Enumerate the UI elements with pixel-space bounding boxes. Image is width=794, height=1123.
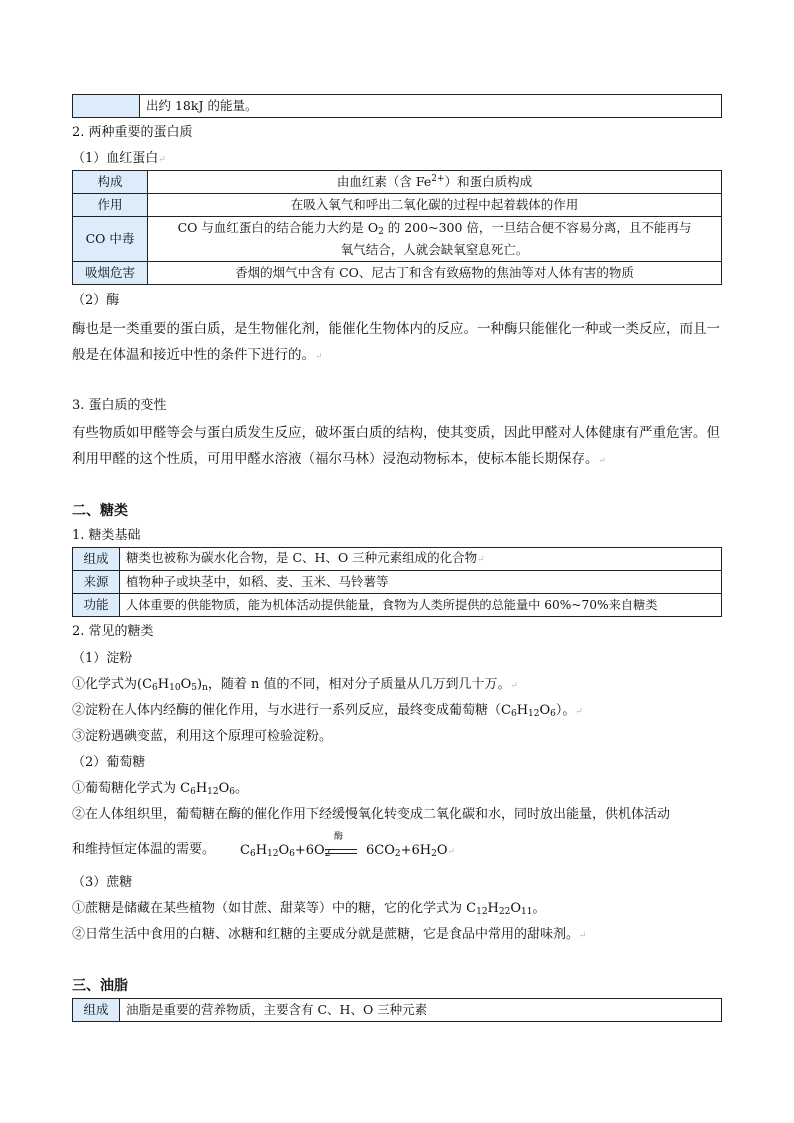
table-row [73, 571, 722, 594]
text: ①蔗糖是储藏在某些植物（如甘蔗、甜菜等）中的糖，它的化学式为 C [72, 901, 477, 916]
sucrose-formula-line [72, 900, 545, 918]
sucrose-usage-line [72, 926, 587, 945]
starch-iodine-line: ③淀粉遇碘变蓝，利用这个原理可检验淀粉。 [72, 729, 333, 744]
table-row [73, 999, 722, 1022]
subscript: 10 [169, 683, 181, 693]
cell-text: CO 与血红蛋白的结合能力大约是 O [177, 220, 379, 235]
table-row [73, 262, 722, 285]
table-key-cell: 构成 [73, 171, 148, 194]
equation-left [240, 843, 330, 858]
text: 。 [235, 781, 249, 796]
paragraph-mark-icon: ↵ [158, 155, 166, 165]
subsection-title: （3）蔗糖 [72, 875, 133, 890]
paragraph-text: 酶也是一类重要的蛋白质，是生物催化剂，能催化生物体内的反应。一种酶只能催化一种或一类反应，而且一般是在体温和接近中性的条件下进行的。 [72, 321, 720, 363]
text: H [487, 901, 499, 916]
subsection-title: （1）淀粉 [72, 651, 133, 666]
table-value-cell: 香烟的烟气中含有 CO、尼古丁和含有致癌物的焦油等对人体有害的物质 [148, 262, 722, 285]
subsection-title: （2）葡萄糖 [72, 755, 146, 770]
text: H [516, 703, 529, 718]
section-title: 2. 常见的糖类 [72, 624, 154, 639]
text: 6CO [366, 843, 395, 858]
text: +6H [400, 843, 432, 858]
table-row [73, 95, 722, 118]
text: 。 [532, 901, 546, 916]
table-key-cell: 作用 [73, 194, 148, 217]
paragraph-mark-icon: ↵ [579, 931, 587, 941]
subscript: 2 [394, 849, 401, 859]
section-title: 2. 两种重要的蛋白质 [72, 125, 193, 140]
table-row [73, 594, 722, 617]
paragraph-mark-icon: ↵ [598, 456, 607, 466]
text: O [278, 843, 290, 858]
table-value-cell: 油脂是重要的营养物质，主要含有 C、H、O 三种元素 [120, 999, 722, 1022]
equation-condition: 酶 [334, 832, 344, 842]
subsection-title: （2）酶 [72, 293, 120, 308]
equation-bar [325, 853, 357, 854]
cell-text: 的 200~300 倍，一旦结合便不容易分离，且不能再与 [383, 220, 692, 235]
cell-text: 糖类也被称为碳水化合物，是 C、H、O 三种元素组成的化合物 [126, 550, 478, 565]
text: H [195, 781, 208, 796]
table-key-cell: 组成 [73, 999, 120, 1022]
glucose-oxidation-line: 和维持恒定体温的需要。 [72, 842, 216, 857]
cell-text: 氧气结合，人就会缺氧窒息死亡。 [340, 242, 529, 257]
glucose-formula-line [72, 780, 248, 798]
subscript: 6 [289, 849, 295, 859]
section-title: 3. 蛋白质的变性 [72, 398, 167, 413]
subscript: 6 [510, 709, 517, 719]
subscript: 5 [191, 683, 197, 693]
equation-bar [325, 849, 357, 850]
sugar-basics-table [72, 547, 722, 617]
paragraph [72, 316, 727, 370]
section-title: 1. 糖类基础 [72, 528, 141, 543]
table-key-cell: CO 中毒 [73, 217, 148, 262]
text: ，随着 n 值的不同，相对分子质量从几万到几十万。 [207, 677, 511, 692]
table-row [73, 194, 722, 217]
superscript: 2+ [431, 174, 445, 184]
text: O [218, 781, 230, 796]
starch-digestion-line [72, 702, 583, 721]
subscript: 12 [476, 907, 488, 917]
subsection-title-text: （1）血红蛋白 [72, 151, 159, 166]
text: ) [196, 677, 203, 692]
text: O [436, 843, 448, 858]
table-value-cell: 植物种子或块茎中，如稻、麦、玉米、马铃薯等 [120, 571, 722, 594]
table-value-cell [148, 171, 722, 194]
text: ①葡萄糖化学式为 C [72, 781, 191, 796]
fat-table [72, 998, 722, 1022]
table-value-cell [120, 548, 722, 571]
table-value-cell: 人体重要的供能物质，能为机体活动提供能量，食物为人类所提供的总能量中 60%~70%来自糖类 [120, 594, 722, 617]
text: H [157, 677, 170, 692]
paragraph-mark-icon: ↵ [510, 681, 519, 691]
starch-formula-line [72, 676, 518, 695]
paragraph-mark-icon: ↵ [447, 847, 456, 857]
table-row [73, 548, 722, 571]
subscript: 6 [249, 849, 256, 859]
heading-sugars: 二、糖类 [72, 503, 128, 519]
subscript: 6 [229, 787, 236, 797]
text: ①化学式为(C [72, 677, 153, 692]
subscript: 2 [324, 849, 331, 859]
table-value-cell: 出约 18kJ 的能量。 [140, 95, 722, 118]
subscript: 11 [521, 907, 533, 917]
cell-text: 由血红素（含 Fe [336, 174, 432, 189]
glucose-oxidation-line: ②在人体组织里，葡萄糖在酶的催化作用下经缓慢氧化转变成二氧化碳和水，同时放出能量，供机体活动 [72, 807, 671, 822]
paragraph-mark-icon: ↵ [315, 352, 323, 362]
text: H [255, 843, 268, 858]
subsection-title [72, 150, 166, 169]
subscript: n [202, 683, 208, 693]
heading-fats: 三、油脂 [72, 978, 128, 994]
table-key-cell: 功能 [73, 594, 120, 617]
paragraph-mark-icon: ↵ [575, 707, 583, 717]
paragraph-text: 有些物质如甲醛等会与蛋白质发生反应，破坏蛋白质的结构，使其变质，因此甲醛对人体健康有严重危害。但利用甲醛的这个性质，可用甲醛水溶液（福尔马林）浸泡动物标本，使标本能长期保存。 [72, 425, 720, 467]
table-key-cell [73, 95, 140, 118]
subscript: 22 [498, 907, 511, 917]
table-row [73, 171, 722, 194]
text: C [240, 843, 250, 858]
table-key-cell: 来源 [73, 571, 120, 594]
table-key-cell: 组成 [73, 548, 120, 571]
text: ）。 [555, 703, 576, 718]
subscript: 2 [378, 227, 384, 237]
subscript: 6 [152, 683, 158, 693]
text: +6O [294, 843, 325, 858]
equation-right [366, 843, 455, 858]
cell-text: ）和蛋白质构成 [444, 174, 533, 189]
table-key-cell: 吸烟危害 [73, 262, 148, 285]
hemoglobin-table [72, 170, 722, 285]
text: ②淀粉在人体内经酶的催化作用，与水进行一系列反应，最终变成葡萄糖（C [72, 703, 511, 718]
text: ②日常生活中食用的白糖、冰糖和红糖的主要成分就是蔗糖，它是食品中常用的甜味剂。 [72, 927, 580, 942]
table-value-cell [148, 217, 722, 262]
subscript: 12 [528, 709, 540, 719]
subscript: 6 [190, 787, 196, 797]
paragraph [72, 420, 727, 474]
table-value-cell: 在吸入氧气和呼出二氧化碳的过程中起着载体的作用 [148, 194, 722, 217]
paragraph-mark-icon: ↵ [477, 555, 485, 565]
top-table [72, 94, 722, 118]
text: O [180, 677, 192, 692]
subscript: 12 [207, 787, 219, 797]
subscript: 12 [267, 849, 279, 859]
subscript: 6 [550, 709, 556, 719]
table-row [73, 217, 722, 262]
text: O [539, 703, 551, 718]
text: O [510, 901, 522, 916]
subscript: 2 [431, 849, 437, 859]
